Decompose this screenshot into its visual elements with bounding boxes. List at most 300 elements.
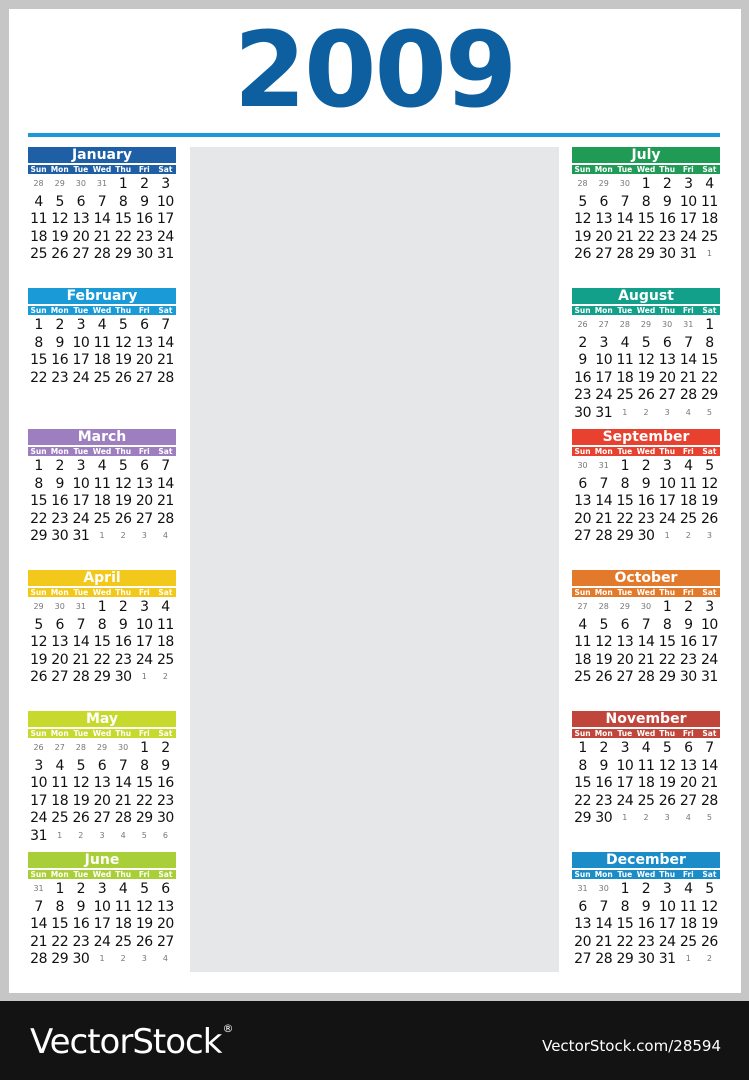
day-cell: 2 <box>599 740 608 756</box>
day-cell: 24 <box>135 651 153 668</box>
day-cell: 1 <box>705 317 714 333</box>
day-cell: 19 <box>637 369 655 386</box>
weekday-label: Sun <box>30 165 47 174</box>
month-title: June <box>28 852 176 868</box>
weekday-label: Fri <box>682 729 694 738</box>
adjacent-day: 1 <box>622 813 628 823</box>
day-cell: 19 <box>114 493 132 510</box>
day-cell: 14 <box>30 916 47 933</box>
day-cell: 26 <box>701 933 718 950</box>
adjacent-day: 26 <box>33 743 44 752</box>
day-cell: 22 <box>616 933 634 950</box>
day-cell: 16 <box>72 916 90 933</box>
weekday-label: Thu <box>115 447 132 456</box>
day-cell: 2 <box>76 881 86 897</box>
day-cell: 20 <box>595 228 613 245</box>
day-grid <box>28 457 176 545</box>
weekday-label: Mon <box>50 729 69 738</box>
adjacent-day: 29 <box>33 602 44 611</box>
weekday-label: Mon <box>594 870 613 879</box>
day-cell: 27 <box>135 369 153 386</box>
adjacent-day: 29 <box>96 743 108 752</box>
weekday-label: Wed <box>636 165 656 174</box>
day-cell: 2 <box>684 599 693 615</box>
day-cell: 18 <box>701 211 718 228</box>
weekday-label: Thu <box>115 165 132 174</box>
adjacent-day: 2 <box>120 954 126 964</box>
day-cell: 15 <box>51 916 69 933</box>
day-cell: 21 <box>679 369 697 386</box>
day-cell: 21 <box>72 651 90 668</box>
day-cell: 21 <box>30 933 47 950</box>
day-cell: 27 <box>157 933 174 950</box>
day-cell: 5 <box>118 458 128 474</box>
adjacent-day: 31 <box>598 461 609 470</box>
month-title: January <box>28 147 176 163</box>
adjacent-day: 27 <box>54 743 65 752</box>
day-cell: 2 <box>641 458 651 474</box>
weekday-label: Sat <box>702 588 717 597</box>
day-cell: 14 <box>595 493 613 510</box>
day-cell: 29 <box>616 951 634 968</box>
day-cell: 4 <box>620 334 630 351</box>
weekday-header <box>28 729 176 738</box>
day-cell: 18 <box>679 916 697 933</box>
adjacent-day: 1 <box>141 672 147 682</box>
day-cell: 29 <box>658 669 676 686</box>
weekday-label: Tue <box>617 870 633 879</box>
day-cell: 10 <box>157 193 174 210</box>
day-cell: 11 <box>679 475 697 492</box>
day-cell: 10 <box>93 898 111 915</box>
day-cell: 19 <box>30 651 47 668</box>
day-cell: 12 <box>72 775 90 792</box>
adjacent-day: 5 <box>141 830 147 840</box>
adjacent-day: 2 <box>78 830 84 840</box>
day-cell: 20 <box>679 775 697 792</box>
adjacent-day: 3 <box>141 531 147 541</box>
day-cell: 5 <box>705 458 714 474</box>
day-cell: 26 <box>72 810 90 827</box>
day-cell: 18 <box>637 775 655 792</box>
day-cell: 27 <box>135 510 153 527</box>
day-cell: 23 <box>51 510 69 527</box>
adjacent-day: 1 <box>57 830 63 840</box>
day-cell: 3 <box>705 599 714 615</box>
weekday-label: Mon <box>50 306 69 315</box>
adjacent-day: 3 <box>664 813 670 823</box>
day-cell: 31 <box>595 404 613 421</box>
weekday-label: Thu <box>659 447 676 456</box>
day-cell: 26 <box>637 387 655 404</box>
day-cell: 30 <box>114 669 132 686</box>
day-cell: 26 <box>135 933 153 950</box>
day-cell: 24 <box>30 810 47 827</box>
day-cell: 3 <box>34 757 43 774</box>
day-cell: 7 <box>34 898 43 915</box>
month-july <box>572 147 720 263</box>
adjacent-day: 30 <box>598 884 609 893</box>
month-january <box>28 147 176 263</box>
day-cell: 10 <box>30 775 47 792</box>
day-cell: 7 <box>684 334 693 351</box>
day-cell: 27 <box>595 246 613 263</box>
day-cell: 25 <box>637 792 655 809</box>
weekday-label: Mon <box>594 729 613 738</box>
day-cell: 4 <box>97 317 107 333</box>
adjacent-day: 30 <box>662 320 673 329</box>
adjacent-day: 2 <box>643 813 649 823</box>
image-id: VectorStock.com/28594 <box>542 1037 721 1055</box>
day-cell: 3 <box>684 176 693 192</box>
weekday-label: Sun <box>574 447 591 456</box>
weekday-label: Tue <box>73 729 89 738</box>
day-cell: 21 <box>637 651 655 668</box>
day-cell: 8 <box>620 898 630 915</box>
adjacent-day: 1 <box>706 249 712 259</box>
weekday-label: Fri <box>138 870 150 879</box>
day-cell: 11 <box>114 898 132 915</box>
day-cell: 27 <box>679 792 697 809</box>
day-grid <box>572 880 720 968</box>
day-cell: 11 <box>679 898 697 915</box>
day-cell: 17 <box>658 493 676 510</box>
day-cell: 4 <box>684 458 693 474</box>
weekday-label: Sun <box>30 870 47 879</box>
weekday-label: Thu <box>115 306 132 315</box>
day-cell: 14 <box>637 634 655 651</box>
day-cell: 20 <box>574 510 591 527</box>
weekday-label: Sun <box>574 306 591 315</box>
weekday-label: Wed <box>636 729 656 738</box>
day-cell: 12 <box>114 475 132 492</box>
day-cell: 30 <box>574 404 591 421</box>
day-cell: 26 <box>114 369 132 386</box>
weekday-header <box>28 165 176 174</box>
day-cell: 25 <box>93 510 111 527</box>
adjacent-day: 4 <box>685 407 691 417</box>
weekday-header <box>28 447 176 456</box>
day-cell: 3 <box>620 740 630 756</box>
weekday-label: Sat <box>702 447 717 456</box>
weekday-label: Fri <box>682 447 694 456</box>
day-cell: 15 <box>637 211 655 228</box>
day-cell: 2 <box>55 317 64 333</box>
weekday-label: Wed <box>636 306 656 315</box>
day-cell: 7 <box>599 898 608 915</box>
weekday-label: Wed <box>92 165 112 174</box>
month-march <box>28 429 176 545</box>
day-cell: 29 <box>30 528 47 545</box>
day-cell: 10 <box>135 616 153 633</box>
adjacent-day: 29 <box>640 320 652 329</box>
day-cell: 5 <box>76 757 86 774</box>
day-cell: 22 <box>658 651 676 668</box>
day-cell: 12 <box>135 898 153 915</box>
day-cell: 19 <box>135 916 153 933</box>
day-cell: 14 <box>72 634 90 651</box>
day-cell: 6 <box>578 898 587 915</box>
day-cell: 24 <box>701 651 718 668</box>
adjacent-day: 5 <box>706 407 712 417</box>
day-cell: 6 <box>578 475 587 492</box>
day-cell: 15 <box>658 634 676 651</box>
day-cell: 6 <box>140 317 149 333</box>
day-cell: 13 <box>574 493 591 510</box>
day-cell: 12 <box>30 634 47 651</box>
day-cell: 22 <box>30 510 47 527</box>
day-cell: 9 <box>578 352 587 369</box>
weekday-label: Sat <box>158 447 173 456</box>
day-cell: 26 <box>701 510 718 527</box>
day-cell: 31 <box>658 951 676 968</box>
adjacent-day: 1 <box>664 531 670 541</box>
weekday-label: Fri <box>138 165 150 174</box>
weekday-label: Tue <box>617 165 633 174</box>
day-cell: 14 <box>701 757 718 774</box>
day-cell: 9 <box>55 475 64 492</box>
weekday-label: Thu <box>659 306 676 315</box>
day-cell: 18 <box>574 651 591 668</box>
month-title: October <box>572 570 720 586</box>
weekday-label: Sun <box>574 729 591 738</box>
day-cell: 27 <box>51 669 69 686</box>
day-cell: 20 <box>72 228 90 245</box>
day-cell: 28 <box>30 951 47 968</box>
day-cell: 12 <box>51 211 69 228</box>
weekday-label: Sun <box>574 870 591 879</box>
day-cell: 4 <box>34 193 43 210</box>
adjacent-day: 30 <box>75 179 86 188</box>
day-cell: 8 <box>662 616 672 633</box>
weekday-label: Tue <box>73 447 89 456</box>
day-cell: 23 <box>658 228 676 245</box>
day-cell: 30 <box>157 810 174 827</box>
day-cell: 13 <box>574 916 591 933</box>
weekday-header <box>572 729 720 738</box>
weekday-label: Tue <box>73 588 89 597</box>
day-cell: 15 <box>135 775 153 792</box>
adjacent-day: 29 <box>598 179 609 188</box>
day-grid <box>572 598 720 686</box>
day-cell: 5 <box>599 616 608 633</box>
day-cell: 16 <box>51 352 69 369</box>
day-cell: 11 <box>93 334 111 351</box>
day-cell: 24 <box>93 933 111 950</box>
day-cell: 16 <box>574 369 591 386</box>
weekday-label: Thu <box>115 729 132 738</box>
day-cell: 29 <box>574 810 591 827</box>
weekday-label: Wed <box>92 588 112 597</box>
month-title: April <box>28 570 176 586</box>
adjacent-day: 1 <box>622 407 628 417</box>
day-cell: 29 <box>51 951 69 968</box>
day-cell: 3 <box>662 458 672 474</box>
day-cell: 9 <box>76 898 86 915</box>
day-cell: 6 <box>599 193 608 210</box>
adjacent-day: 30 <box>640 602 652 611</box>
day-cell: 18 <box>93 493 111 510</box>
day-cell: 11 <box>51 775 69 792</box>
day-cell: 21 <box>595 510 613 527</box>
day-cell: 11 <box>30 211 47 228</box>
day-cell: 9 <box>684 616 693 633</box>
day-cell: 4 <box>705 176 714 192</box>
weekday-label: Fri <box>682 588 694 597</box>
weekday-label: Tue <box>617 447 633 456</box>
day-cell: 28 <box>157 369 174 386</box>
day-cell: 26 <box>30 669 47 686</box>
day-cell: 21 <box>157 352 174 369</box>
day-cell: 5 <box>55 193 64 210</box>
month-december <box>572 852 720 968</box>
day-cell: 10 <box>658 898 676 915</box>
weekday-label: Wed <box>92 870 112 879</box>
adjacent-day: 30 <box>118 743 129 752</box>
weekday-label: Sat <box>702 306 717 315</box>
day-cell: 14 <box>114 775 132 792</box>
day-cell: 27 <box>72 246 90 263</box>
day-cell: 24 <box>72 510 90 527</box>
day-cell: 25 <box>114 933 132 950</box>
weekday-label: Thu <box>115 588 132 597</box>
day-cell: 16 <box>679 634 697 651</box>
day-cell: 10 <box>72 334 90 351</box>
day-cell: 10 <box>658 475 676 492</box>
day-cell: 16 <box>135 211 153 228</box>
day-cell: 6 <box>55 616 64 633</box>
day-cell: 18 <box>93 352 111 369</box>
day-cell: 21 <box>701 775 718 792</box>
day-cell: 18 <box>51 792 69 809</box>
month-title: August <box>572 288 720 304</box>
weekday-label: Mon <box>594 165 613 174</box>
title-rule <box>28 133 720 137</box>
day-cell: 3 <box>76 458 86 474</box>
weekday-label: Fri <box>682 165 694 174</box>
day-cell: 1 <box>578 740 587 756</box>
day-cell: 4 <box>55 757 64 774</box>
adjacent-day: 27 <box>577 602 588 611</box>
day-cell: 2 <box>641 881 651 897</box>
day-cell: 17 <box>616 775 634 792</box>
adjacent-day: 3 <box>99 830 105 840</box>
day-cell: 24 <box>658 510 676 527</box>
day-cell: 7 <box>118 757 128 774</box>
day-cell: 15 <box>30 352 47 369</box>
day-cell: 7 <box>599 475 608 492</box>
month-title: May <box>28 711 176 727</box>
day-grid <box>28 598 176 686</box>
adjacent-day: 2 <box>120 531 126 541</box>
weekday-label: Mon <box>594 306 613 315</box>
weekday-label: Sun <box>30 306 47 315</box>
day-cell: 1 <box>118 176 128 192</box>
day-cell: 31 <box>679 246 697 263</box>
adjacent-day: 31 <box>577 884 588 893</box>
month-title: March <box>28 429 176 445</box>
day-cell: 28 <box>93 246 111 263</box>
day-cell: 5 <box>34 616 43 633</box>
day-cell: 20 <box>574 933 591 950</box>
day-cell: 30 <box>51 528 69 545</box>
weekday-header <box>28 870 176 879</box>
adjacent-day: 5 <box>706 813 712 823</box>
day-cell: 25 <box>679 510 697 527</box>
day-cell: 27 <box>93 810 111 827</box>
day-cell: 25 <box>616 387 634 404</box>
day-grid <box>28 739 176 845</box>
adjacent-day: 26 <box>577 320 588 329</box>
day-cell: 16 <box>114 634 132 651</box>
weekday-header <box>572 306 720 315</box>
weekday-label: Thu <box>659 870 676 879</box>
day-cell: 13 <box>93 775 111 792</box>
day-cell: 29 <box>135 810 153 827</box>
day-cell: 4 <box>161 599 170 615</box>
month-title: February <box>28 288 176 304</box>
month-february <box>28 288 176 386</box>
day-cell: 20 <box>51 651 69 668</box>
adjacent-day: 31 <box>683 320 694 329</box>
adjacent-day: 28 <box>33 179 44 188</box>
day-cell: 19 <box>114 352 132 369</box>
brand-name: VectorStock <box>30 1022 222 1062</box>
month-title: July <box>572 147 720 163</box>
weekday-label: Mon <box>50 870 69 879</box>
day-cell: 25 <box>701 228 718 245</box>
weekday-label: Sat <box>702 870 717 879</box>
weekday-label: Wed <box>636 588 656 597</box>
day-cell: 22 <box>114 228 132 245</box>
month-title: December <box>572 852 720 868</box>
day-cell: 8 <box>641 193 651 210</box>
day-cell: 20 <box>157 916 174 933</box>
day-cell: 8 <box>620 475 630 492</box>
month-november <box>572 711 720 827</box>
day-cell: 18 <box>679 493 697 510</box>
day-cell: 11 <box>157 616 174 633</box>
day-cell: 1 <box>34 317 43 333</box>
day-cell: 10 <box>701 616 718 633</box>
weekday-label: Sat <box>702 729 717 738</box>
day-cell: 28 <box>637 669 655 686</box>
weekday-label: Sat <box>158 870 173 879</box>
adjacent-day: 4 <box>685 813 691 823</box>
adjacent-day: 31 <box>33 884 44 893</box>
day-cell: 24 <box>157 228 174 245</box>
day-cell: 11 <box>637 757 655 774</box>
month-title: November <box>572 711 720 727</box>
adjacent-day: 2 <box>162 672 168 682</box>
weekday-label: Thu <box>659 588 676 597</box>
day-cell: 23 <box>135 228 153 245</box>
day-cell: 8 <box>34 475 43 492</box>
day-cell: 8 <box>118 193 128 210</box>
day-cell: 1 <box>97 599 107 615</box>
month-september <box>572 429 720 545</box>
day-cell: 31 <box>157 246 174 263</box>
day-cell: 23 <box>595 792 613 809</box>
day-cell: 29 <box>701 387 718 404</box>
day-cell: 28 <box>114 810 132 827</box>
day-cell: 25 <box>30 246 47 263</box>
weekday-header <box>572 165 720 174</box>
day-cell: 14 <box>595 916 613 933</box>
weekday-label: Sat <box>158 588 173 597</box>
day-cell: 13 <box>72 211 90 228</box>
weekday-label: Sat <box>158 165 173 174</box>
